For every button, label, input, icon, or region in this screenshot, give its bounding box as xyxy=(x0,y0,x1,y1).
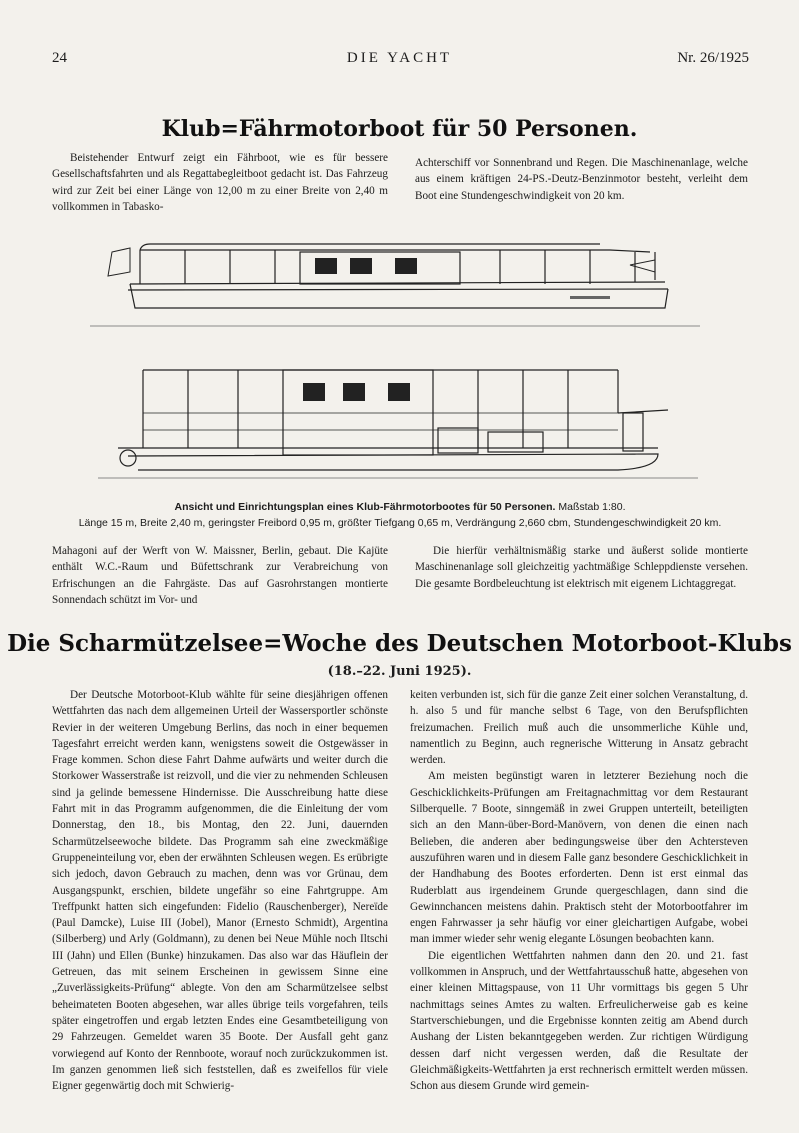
boat-side-view-drawing xyxy=(90,232,710,332)
page-number: 24 xyxy=(52,50,67,66)
article2-column-left xyxy=(52,687,388,1094)
caption-scale: Maßstab 1:80. xyxy=(558,501,626,513)
caption-title: Ansicht und Einrichtungsplan eines Klub-Fährmotorbootes für 50 Personen. xyxy=(174,501,556,513)
paragraph: Mahagoni auf der Werft von W. Maissner, Berlin, gebaut. Die Kajüte enthält W.C.-Raum und Büfettschrank zur Verabreichung von Erfrischungen an die Fahrgäste. Das auf Gasrohrstangen montierte Sonnendach schützt im Vor- und xyxy=(52,545,388,606)
article1-intro-right xyxy=(415,155,748,204)
paragraph: Die hierfür verhältnismäßig starke und äußerst solide montierte Maschinenanlage soll gleichzeitig yachtmäßige Schleppdienste versehen. Die gesamte Bordbeleuchtung ist elektrisch mit eigenem Lichtaggregat. xyxy=(415,545,748,590)
article1-title: Klub=Fährmotorboot für 50 Personen. xyxy=(161,116,638,142)
paragraph: Am meisten begünstigt waren in letzterer Beziehung noch die Geschicklichkeits-Prüfungen am Freitagnachmittag vor dem Restaurant Silberquelle. 7 Boote, sinngemäß in zwei Gruppen unterteilt, beteiligten sich an den Mann-über-Bord-Manövern, von denen die einen nach Belieben, die anderen aber bedingungsweise über den Achtersteven auszuführen waren und in diesem Falle ganz besondere Geschicklichkeit in der Handhabung des Bootes erforderten. Denn ist erst einmal das Ruderblatt aus irgendeinem Grunde quergeschlagen, dann sind die Gewinnchancen meistens dahin. Praktisch steht der Motorbootfahrer im engen Fahrwasser ja sehr häufig vor einer gleichartigen Aufgabe, wobei man immer wieder sehr wenig elegante Lösungen beobachten kann. xyxy=(410,770,748,946)
article1-intro-left xyxy=(52,150,388,215)
paragraph: keiten verbunden ist, sich für die ganze Zeit einer solchen Veranstaltung, d. h. also 5 und für manche selbst 6 Tage, von den Berufspflichten freizumachen. Freilich muß auch die unsommerliche Kühle und, namentlich zu Beginn, auch regnerische Witterung in Ansatz gebracht werden. xyxy=(410,689,748,767)
issue-number: Nr. 26/1925 xyxy=(677,50,749,66)
caption-specs: Länge 15 m, Breite 2,40 m, geringster Freibord 0,95 m, größter Tiefgang 0,65 m, Verdrängung 2,660 cbm, Stundengeschwindigkeit 20 km. xyxy=(78,517,722,529)
article1-body-right xyxy=(415,543,748,592)
paragraph: Die eigentlichen Wettfahrten nahmen dann den 20. und 21. fast vollkommen in Anspruch, und der Wettfahrtausschuß hatte, abgesehen von einer kleinen Mittagspause, von 11 Uhr vormittags bis gegen 5 Uhr nachmittags seines Amtes zu walten. Erfreulicherweise gab es keine Startverschiebungen, und die Ergebnisse konnten zeitig am Abend durch Aushang der Listen bekanntgegeben werden. Zur richtigen Würdigung dessen darf nicht vergessen werden, daß die Resultate der Gleichmäßigkeits-Wettfahrten ja erst rechnerisch ermittelt werden müssen. Schon aus diesem Grunde wird gemein- xyxy=(410,949,748,1093)
paragraph: Beistehender Entwurf zeigt ein Fährboot, wie es für bessere Gesellschaftsfahrten und als Regattabegleitboot gedacht ist. Das Fahrzeug wird zur Zeit bei einer Länge von 12,00 m zu einer Breite von 2,40 m vollkommen in Tabasko- xyxy=(52,152,388,213)
journal-title: DIE YACHT xyxy=(346,50,453,66)
figure-caption xyxy=(40,499,760,531)
paragraph: Der Deutsche Motorboot-Klub wählte für seine diesjährigen offenen Wettfahrten das nach dem allgemeinen Urteil der Wassersportler schönste Revier in der weiteren Umgebung Berlins, das noch in einer bequemen Tagesfahrt erreicht werden kann, wenigstens soweit die Ostgewässer in Frage kommen. Schon diese Fahrt Dahme aufwärts und weiter durch die Storkower Wasserstraße ist reizvoll, und die vier zu nehmenden Schleusen sind ja gelinde bemessene Hindernisse. Die Ausschreibung hatte diese Fahrt mit in das Programm aufgenommen, die die Einleitung der vom Donnerstag, den 18., bis Montag, den 22. Juni, dauernden Scharmützelseewoche bildete. Das Programm sah eine zweckmäßige Gruppeneinteilung vor, eben der erwähnten Schleusen wegen. Es erübrigte sich jedoch, davon Gebrauch zu machen, denn was vor Grünau, dem Ausgangspunkt, erschien, bildete ungefähr so eine Fahrtgruppe. Am Treffpunkt hatten sich eingefunden: Fidelio (Rauschenberger), Nereïde (Paul Damcke), Luise III (Jobel), Manor (Ernesto Schmidt), Argentina (Silberberg) und Arly (Goldmann), zu denen bei Neue Mühle noch Iltschi III (Jahn) und Ellen (Bunke) hinzukamen. Das also war das Häuflein der Getreuen, das mit seinem Erscheinen in gewissem Sinne eine „Zuverlässigkeits-Prüfung“ ablegte. Von den am Scharmützelsee selbst beheimateten Booten abgesehen, war alles übrige teils vorgefahren, teils später eingetroffen und ergab letzten Endes eine Gesamtbeteiligung von 29 Fahrzeugen. Gemeldet waren 35 Boote. Der Ausfall geht ganz vorwiegend auf Konto der Rennboote, worauf noch zurückzukommen ist. Im ganzen genommen ließ sich feststellen, daß es zweifellos für viele Eigner gegenwärtig doch mit Schwierig- xyxy=(52,689,388,1093)
article1-body-left xyxy=(52,543,388,608)
article2-subtitle: (18.–22. Juni 1925). xyxy=(327,664,472,679)
article2-column-right xyxy=(410,687,748,1094)
boat-interior-plan-drawing xyxy=(98,358,708,488)
article2-title: Die Scharmützelsee=Woche des Deutschen Motorboot-Klubs xyxy=(7,630,792,657)
paragraph: Achterschiff vor Sonnenbrand und Regen. Die Maschinenanlage, welche aus einem kräftigen 24-PS.-Deutz-Benzinmotor besteht, verleiht dem Boot eine Stundengeschwindigkeit von 20 km. xyxy=(415,157,748,202)
